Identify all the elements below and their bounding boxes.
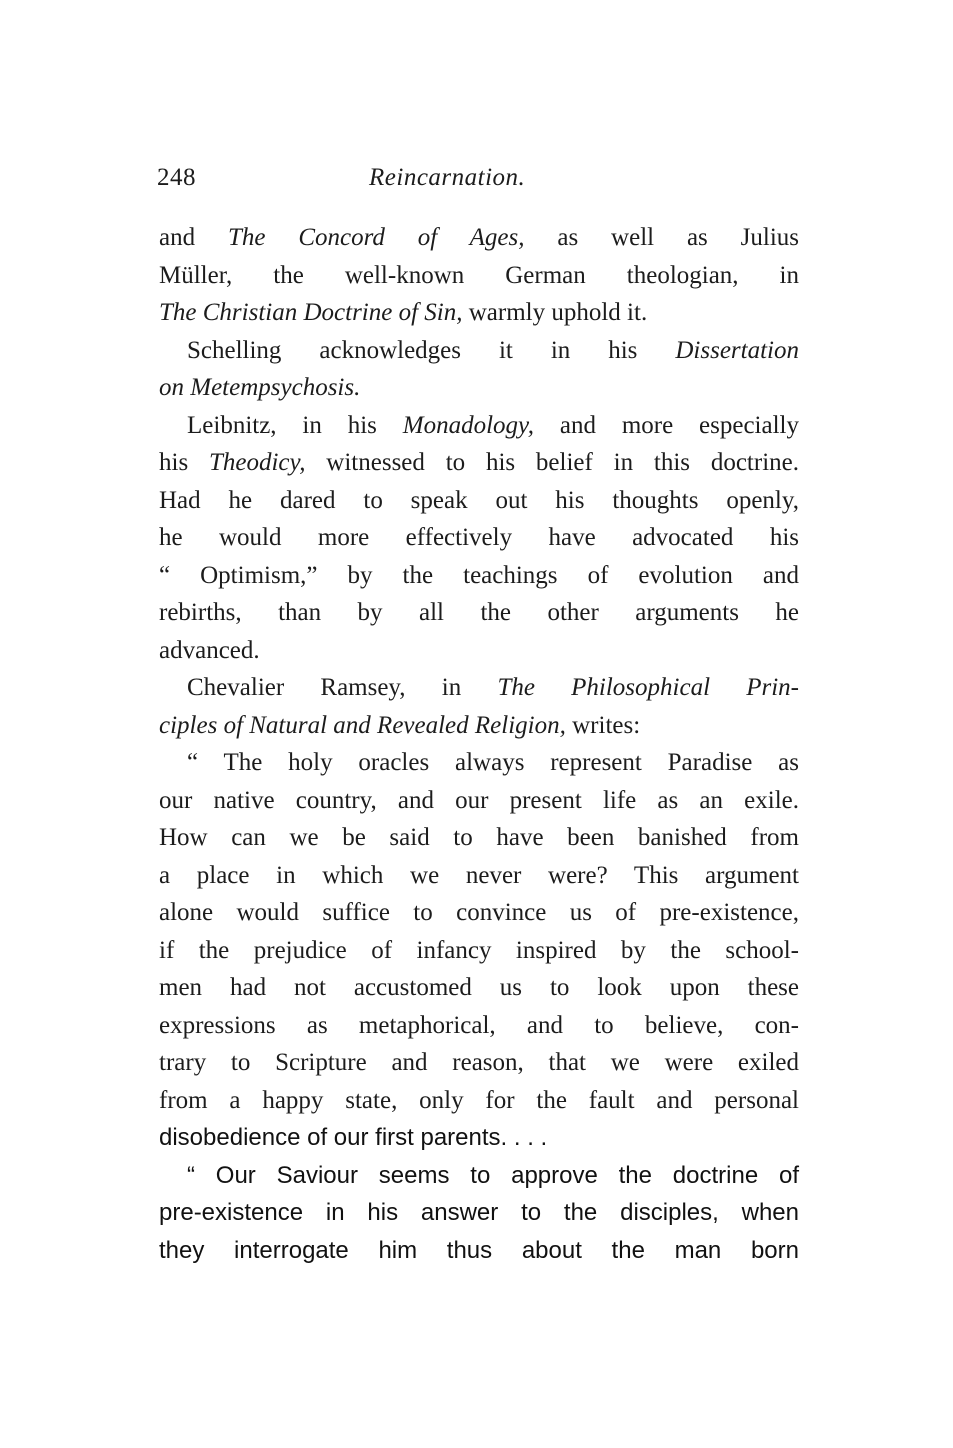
text-run: alone would suffice to convince us of pre-existence, [159, 899, 799, 926]
text-line [159, 932, 799, 970]
text-run: and [159, 224, 228, 251]
text-run: “ The holy oracles always represent Paradise as [187, 749, 799, 776]
italic-text: The Concord of Ages, [227, 224, 525, 251]
text-line [159, 482, 799, 520]
text-run: advanced. [159, 636, 260, 664]
text-run: from a happy state, only for the fault and personal [159, 1086, 799, 1114]
text-run: disobedience of our first parents. . . . [159, 1124, 548, 1151]
text-run: Had he dared to speak out his thoughts openly, [159, 486, 799, 514]
text-line [159, 557, 799, 595]
body-text [159, 219, 799, 1269]
text-line [159, 969, 799, 1007]
text-run: our native country, and our present life as an exile. [159, 786, 799, 814]
text-run: trary to Scripture and reason, that we were exiled [159, 1049, 799, 1076]
text-line [159, 1119, 799, 1157]
text-line [159, 782, 799, 820]
text-line [159, 857, 799, 895]
text-line [159, 519, 799, 557]
text-run: a place in which we never were? This argument [159, 861, 799, 889]
text-line [159, 219, 799, 257]
text-run: witnessed to his belief in this doctrine. [305, 449, 799, 476]
text-run: rebirths, than by all the other arguments he [159, 599, 799, 626]
italic-text: Theodicy, [208, 449, 306, 476]
text-line [159, 294, 799, 332]
text-line [159, 332, 799, 370]
text-run: and more especially [534, 411, 799, 439]
text-run: as well as Julius [524, 224, 799, 251]
text-line [159, 1082, 799, 1120]
italic-text: Dissertation [675, 336, 799, 364]
text-run: Müller, the well-known German theologian, in [159, 261, 799, 289]
text-run: writes: [565, 711, 641, 739]
text-line [159, 894, 799, 932]
text-line [159, 1157, 799, 1195]
text-line [159, 444, 799, 482]
text-line [159, 819, 799, 857]
text-run: they interrogate him thus about the man born [159, 1236, 799, 1264]
italic-text: Monadology, [402, 411, 534, 439]
text-line [159, 594, 799, 632]
text-line [159, 369, 799, 407]
text-line [159, 257, 799, 295]
text-run: he would more effectively have advocated his [159, 524, 799, 551]
italic-text: on Metempsychosis. [159, 374, 361, 401]
text-line [159, 1007, 799, 1045]
text-line [159, 632, 799, 670]
text-run: How can we be said to have been banished from [159, 824, 799, 851]
text-run: Schelling acknowledges it in his [187, 336, 676, 364]
text-run: his [159, 449, 209, 476]
page-number: 248 [157, 164, 196, 191]
text-line [159, 707, 799, 745]
text-run: expressions as metaphorical, and to believe, con- [159, 1011, 799, 1039]
text-run: Leibnitz, in his [187, 411, 403, 439]
text-line [159, 1194, 799, 1232]
text-run: “ Our Saviour seems to approve the doctrine of [187, 1161, 799, 1189]
text-run: men had not accustomed us to look upon these [159, 974, 799, 1001]
text-line [159, 744, 799, 782]
running-title: Reincarnation. [369, 164, 526, 191]
text-run: if the prejudice of infancy inspired by the school- [159, 936, 799, 964]
italic-text: The Christian Doctrine of Sin, [159, 299, 463, 326]
text-run: warmly uphold it. [462, 299, 648, 326]
text-line [159, 1232, 799, 1270]
text-line [159, 407, 799, 445]
text-run: pre-existence in his answer to the disciples, when [159, 1199, 799, 1226]
italic-text: The Philosophical Prin- [497, 674, 800, 701]
text-run: “ Optimism,” by the teachings of evolution and [159, 561, 799, 589]
text-line [159, 1044, 799, 1082]
italic-text: ciples of Natural and Revealed Religion, [159, 711, 566, 739]
text-run: Chevalier Ramsey, in [187, 674, 498, 701]
text-line [159, 669, 799, 707]
running-head [157, 160, 797, 196]
